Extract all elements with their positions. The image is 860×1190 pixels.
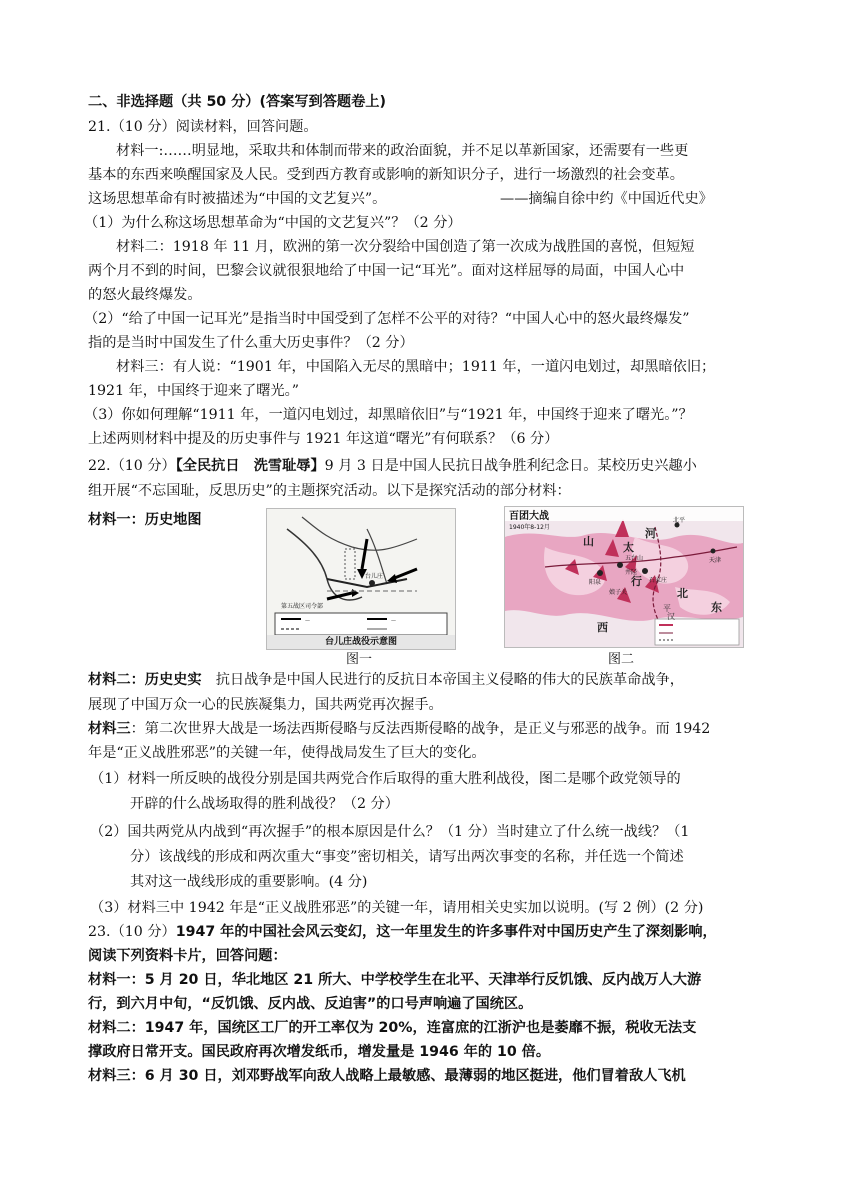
q23-material2-line2: 撑政府日常开支。国民政府再次增发纸币，增发量是 1946 年的 10 倍。	[88, 1044, 551, 1060]
q22-material1-label: 材料一：历史地图	[88, 512, 202, 528]
q21-question3-line2: 上述两则材料中提及的历史事件与 1921 年这道“曙光”有何联系？（6 分）	[88, 431, 559, 447]
q21-question2-line2: 指的是当时中国发生了什么重大历史事件？（2 分）	[88, 335, 414, 351]
q22-material3-line1	[88, 719, 788, 739]
map2-label-ping: 平	[663, 604, 671, 613]
q22-question1-line1: （1）材料一所反映的战役分别是国共两党合作后取得的重大胜利战役，图二是哪个政党领导的	[90, 771, 681, 787]
q21-question1: （1）为什么称这场思想革命为“中国的文艺复兴”？（2 分）	[84, 215, 462, 231]
q23-heading-line1	[88, 922, 788, 942]
section-title: 二、非选择题（共 50 分）(答案写到答题卷上)	[88, 94, 386, 110]
q21-material1-line2: 基本的东西来唤醒国家及人民。受到西方教育或影响的新知识分子，进行一场激烈的社会变革。	[88, 167, 684, 183]
q23-material1-line2: 行，到六月中旬，“反饥饿、反内战、反迫害”的口号声响遍了国统区。	[88, 996, 533, 1012]
q21-material1-source: ——摘编自徐中约《中国近代史》	[500, 191, 713, 207]
map2-label-han: 汉	[667, 612, 675, 621]
map1-taierzhuang-label: 台儿庄	[365, 573, 384, 580]
q22-heading-theme: 【全民抗日 洗雪耻辱】	[175, 458, 325, 474]
taierzhuang-battle-map	[266, 508, 456, 650]
map2-title: 百团大战	[509, 511, 549, 522]
hundred-regiments-map	[504, 506, 744, 648]
map2-label-yangquan: 阳泉	[589, 579, 602, 586]
q21-heading: 21.（10 分）阅读材料，回答问题。	[88, 119, 318, 135]
map2-label-shan1: 山	[583, 535, 594, 548]
q22-material3-line2: 年是“正义战胜邪恶”的关键一年，使得战局发生了巨大的变化。	[88, 745, 486, 761]
q21-material2-line3: 的怒火最终爆发。	[88, 287, 202, 303]
map2-label-shijiazhuang: 石家庄	[649, 577, 668, 584]
q22-question1-line2: 开辟的什么战场取得的胜利战役？（2 分）	[130, 796, 399, 812]
q22-material2-text: 抗日战争是中国人民进行的反抗日本帝国主义侵略的伟大的民族革命战争，	[215, 672, 684, 688]
q23-material2-line1: 材料二：1947 年，国统区工厂的开工率仅为 20%，连富庶的江浙沪也是萎靡不振，税收无法支	[88, 1020, 697, 1036]
q21-material2-line1: 材料二：1918 年 11 月，欧洲的第一次分裂给中国创造了第一次成为战胜国的喜悦，但短短	[116, 239, 695, 255]
q23-heading-bold: 1947 年的中国社会风云变幻，这一年里发生的许多事件对中国历史产生了深刻影响，	[175, 924, 717, 940]
map2-date: 1940年8-12月	[509, 524, 550, 531]
q21-question2-line1: （2）“给了中国一记耳光”是指当时中国受到了怎样不公平的对待？“中国人心中的怒火最终爆发”	[84, 311, 690, 327]
q22-heading-line2: 组开展“不忘国耻，反思历史”的主题探究活动。以下是探究活动的部分材料：	[88, 483, 571, 499]
q21-material1-line1: 材料一:……明显地，采取共和体制而带来的政治面貌，并不足以革新国家，还需要有一些更	[116, 143, 689, 159]
q21-material3-line1: 材料三：有人说：“1901 年，中国陷入无尽的黑暗中；1911 年，一道闪电划过，却黑暗依旧；	[116, 359, 716, 375]
q22-material3-label: 材料三	[88, 721, 131, 737]
map2-caption: 图二	[608, 652, 635, 667]
map2-label-jingxing: 井陉	[625, 569, 638, 576]
q22-heading-line1	[88, 456, 788, 476]
map2-label-tianjin: 天津	[709, 557, 722, 564]
map2-label-hang: 行	[631, 575, 642, 588]
map2-label-wutaishan: 五台山	[625, 555, 644, 562]
q22-material2-line2: 展现了中国万众一心的民族凝集力，国共两党再次握手。	[88, 697, 443, 713]
q21-material2-line2: 两个月不到的时间，巴黎会议就很狠地给了中国一记“耳光”。面对这样屈辱的局面，中国人心中	[88, 263, 685, 279]
q22-material2-label: 材料二：历史史实	[88, 672, 202, 688]
q23-material1-line1: 材料一：5 月 20 日，华北地区 21 所大、中学校学生在北平、天津举行反饥饿、反内战万人大游	[88, 972, 702, 988]
map1-hq-label: 第五战区司令部	[281, 603, 324, 610]
taierzhuang-map-graphic	[267, 509, 455, 649]
q22-question2-line1: （2）国共两党从内战到“再次握手”的根本原因是什么？（1 分）当时建立了什么统一战线？（1	[90, 824, 690, 840]
map2-label-he: 河	[645, 527, 656, 540]
q23-material3-line1: 材料三：6 月 30 日，刘邓野战军向敌人战略上最敏感、最薄弱的地区挺进，他们冒着敌人飞机	[88, 1068, 686, 1084]
map1-title: 台儿庄战役示意图	[267, 635, 455, 649]
q23-heading-line2: 阅读下列资料卡片，回答问题：	[88, 948, 287, 964]
q22-material3-text: ：第二次世界大战是一场法西斯侵略与反法西斯侵略的战争，是正义与邪恶的战争。而 1942	[130, 721, 711, 737]
map2-label-tai: 太	[623, 541, 634, 554]
q22-question3: （3）材料三中 1942 年是“正义战胜邪恶”的关键一年，请用相关史实加以说明。(写 2 例）(2 分)	[90, 900, 704, 916]
map1-caption: 图一	[346, 652, 373, 667]
map2-label-xi: 西	[597, 621, 608, 634]
map2-label-beiping: 北平	[673, 517, 686, 524]
map2-label-niangziguan: 娘子关	[609, 589, 628, 596]
q21-question3-line1: （3）你如何理解“1911 年，一道闪电划过，却黑暗依旧”与“1921 年，中国终于迎来了曙光。”？	[84, 407, 693, 423]
q22-heading-prefix: 22.（10 分）	[88, 458, 176, 474]
map2-label-bei: 北	[677, 587, 688, 600]
svg-text:—: —	[305, 618, 310, 624]
q22-question2-line3: 其对这一战线形成的重要影响。(4 分)	[130, 874, 368, 890]
q21-material1-line3: 这场思想革命有时被描述为“中国的文艺复兴”。	[88, 191, 387, 207]
q22-question2-line2: 分）该战线的形成和两次重大“事变”密切相关，请写出两次事变的名称，并任选一个简述	[130, 849, 684, 865]
q22-heading-rest: 9 月 3 日是中国人民抗日战争胜利纪念日。某校历史兴趣小	[324, 458, 697, 474]
q23-heading-prefix: 23.（10 分）	[88, 924, 176, 940]
q21-material3-line2: 1921 年，中国终于迎来了曙光。”	[88, 383, 300, 399]
svg-text:—: —	[391, 618, 396, 624]
map2-label-dong: 东	[711, 601, 722, 614]
q22-material2-line1	[88, 670, 788, 690]
